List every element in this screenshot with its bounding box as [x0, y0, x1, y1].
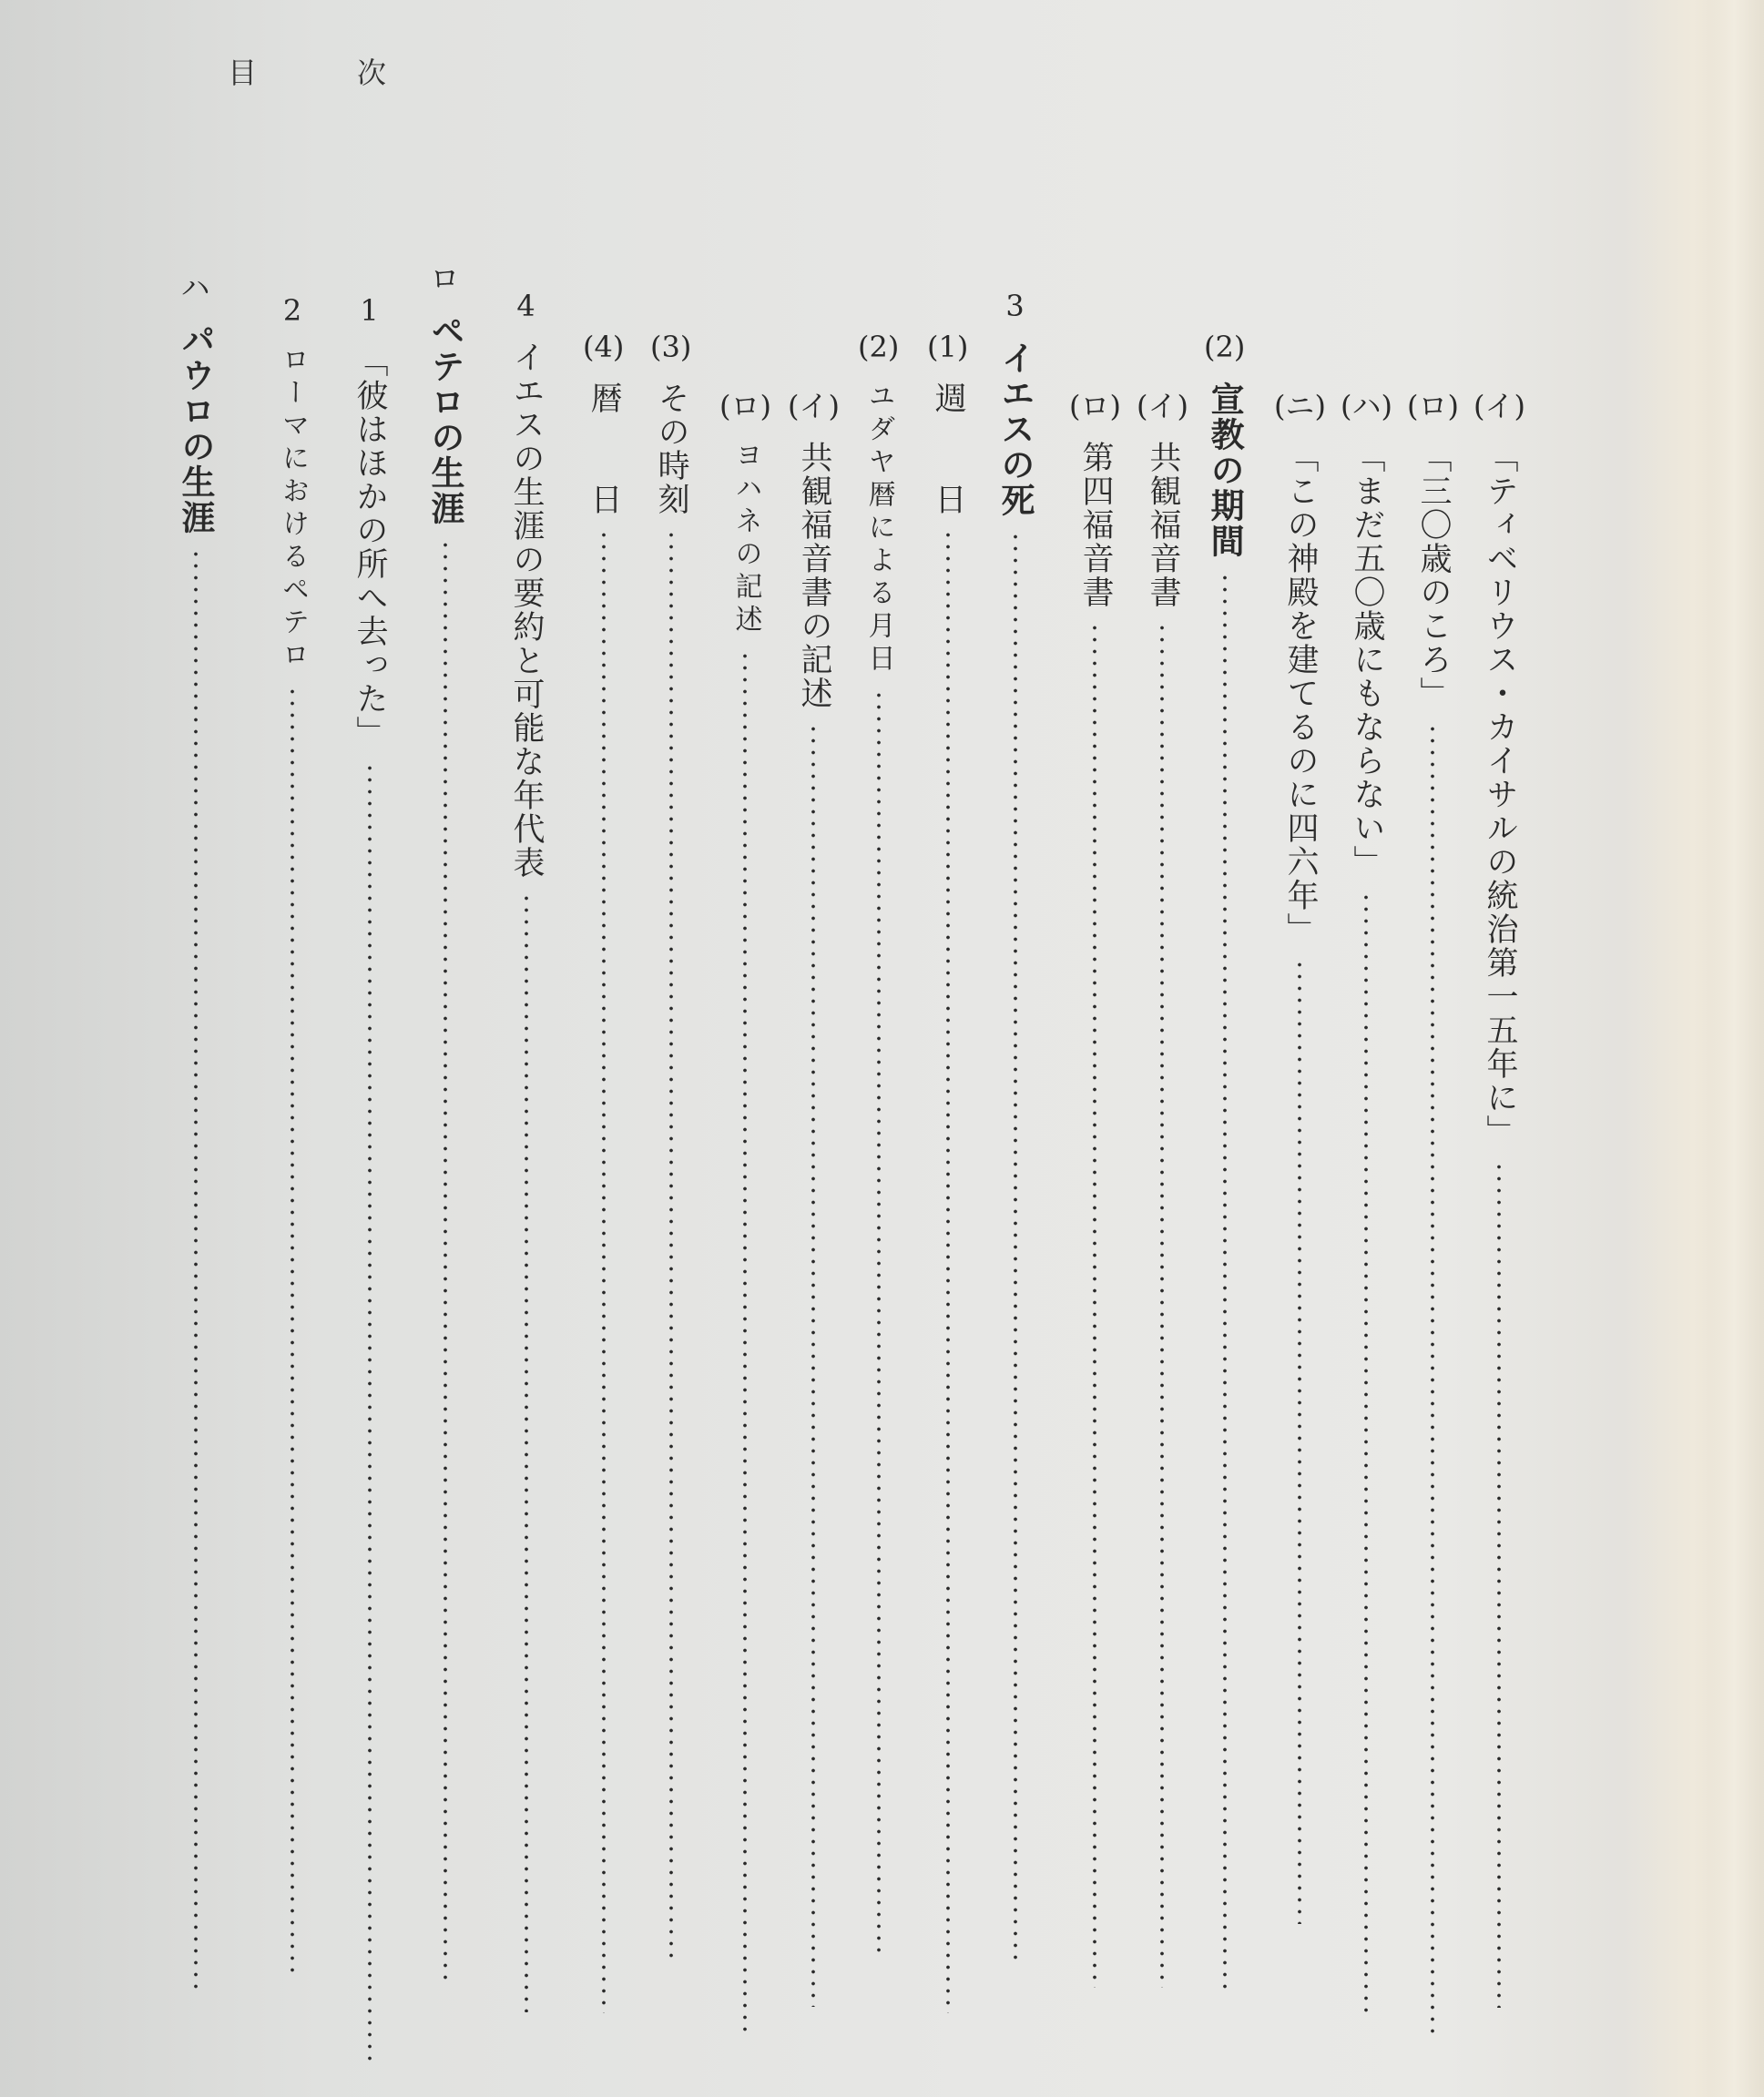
toc-entry[interactable]: [1137, 389, 1188, 1988]
leader-dots: [811, 723, 815, 2007]
leader-dots: [1160, 622, 1164, 1988]
entry-marker: (イ): [1137, 389, 1188, 423]
toc-entry[interactable]: [352, 293, 388, 2064]
leader-dots: [946, 529, 950, 2013]
entry-marker: (ロ): [1407, 389, 1459, 423]
toc-entry[interactable]: [1341, 389, 1392, 2016]
entry-marker: (2): [1204, 330, 1246, 364]
entry-marker: 2: [282, 293, 302, 328]
entry-title: ユダヤ暦による月日: [862, 382, 895, 677]
entry-marker: (ロ): [719, 389, 771, 423]
entry-title: 共観福音書の記述: [795, 441, 832, 710]
entry-marker: (2): [858, 330, 900, 364]
entry-marker: (1): [927, 330, 969, 364]
toc-entry[interactable]: [1274, 389, 1326, 1924]
entry-title: ローマにおけるペテロ: [277, 345, 309, 673]
toc-entry[interactable]: [508, 289, 545, 2012]
leader-dots: [1298, 959, 1301, 1924]
leader-dots: [1431, 723, 1434, 2039]
entry-title: パウロの生涯: [176, 322, 216, 535]
leader-dots: [669, 529, 673, 1959]
entry-title: 「まだ五〇歳にもならない」: [1348, 441, 1385, 879]
leader-dots: [877, 689, 881, 1955]
entry-marker: (イ): [788, 389, 840, 423]
entry-title: 宣教の期間: [1205, 382, 1246, 559]
toc-entry[interactable]: [995, 289, 1035, 1960]
entry-title: その時刻: [653, 382, 690, 516]
entry-title: イエスの死: [995, 341, 1035, 518]
entry-title: 週 日: [930, 382, 967, 516]
toc-entry[interactable]: [650, 332, 691, 1959]
leader-dots: [368, 762, 372, 2064]
entry-marker: 4: [516, 289, 535, 323]
entry-marker: ハ: [180, 270, 210, 305]
leader-dots: [194, 548, 198, 1996]
toc-entry[interactable]: [858, 332, 899, 1955]
entry-title: 第四福音書: [1076, 441, 1114, 609]
leader-dots: [602, 529, 606, 2013]
entry-marker: (4): [583, 330, 625, 364]
toc-entry[interactable]: [719, 389, 771, 2034]
leader-dots: [743, 650, 747, 2034]
leader-dots: [1014, 531, 1017, 1960]
leader-dots: [1364, 891, 1368, 2016]
toc-entry[interactable]: [583, 332, 624, 2013]
toc-entry[interactable]: [1407, 389, 1459, 2039]
entry-marker: (イ): [1473, 389, 1525, 423]
entry-marker: (ニ): [1274, 389, 1326, 423]
page-header: 目次: [228, 56, 487, 90]
toc-entry[interactable]: [1473, 389, 1525, 2008]
toc-entry[interactable]: [425, 261, 465, 1987]
entry-marker: 1: [360, 293, 379, 328]
entry-title: 暦 日: [586, 382, 623, 516]
entry-marker: (3): [650, 330, 692, 364]
leader-dots: [291, 686, 294, 1979]
toc-entry[interactable]: [788, 389, 840, 2007]
entry-title: ヨハネの記述: [729, 441, 762, 637]
toc-entry[interactable]: [1204, 332, 1245, 1992]
entry-marker: (ロ): [1069, 389, 1121, 423]
entry-marker: ロ: [430, 261, 460, 296]
entry-marker: (ハ): [1341, 389, 1392, 423]
entry-title: 「三〇歳のころ」: [1414, 441, 1452, 710]
entry-marker: 3: [1005, 289, 1025, 323]
toc-entry[interactable]: [927, 332, 968, 2013]
entry-title: イエスの生涯の要約と可能な年代表: [508, 341, 545, 880]
entry-title: 「彼はほかの所へ去った」: [352, 345, 388, 749]
leader-dots: [444, 539, 447, 1987]
toc-entry[interactable]: [1069, 389, 1121, 1988]
leader-dots: [1093, 622, 1096, 1988]
entry-title: ペテロの生涯: [425, 313, 465, 526]
entry-title: 「ティベリウス・カイサルの統治第一五年に」: [1481, 441, 1518, 1148]
entry-title: 「この神殿を建てるのに四六年」: [1281, 441, 1319, 946]
leader-dots: [525, 892, 528, 2012]
leader-dots: [1223, 572, 1227, 1992]
entry-title: 共観福音書: [1144, 441, 1181, 609]
page-edge-shadow: [1709, 0, 1764, 2097]
toc-entry[interactable]: [277, 293, 309, 1979]
toc-entry[interactable]: [176, 270, 216, 1996]
leader-dots: [1497, 1161, 1501, 2008]
